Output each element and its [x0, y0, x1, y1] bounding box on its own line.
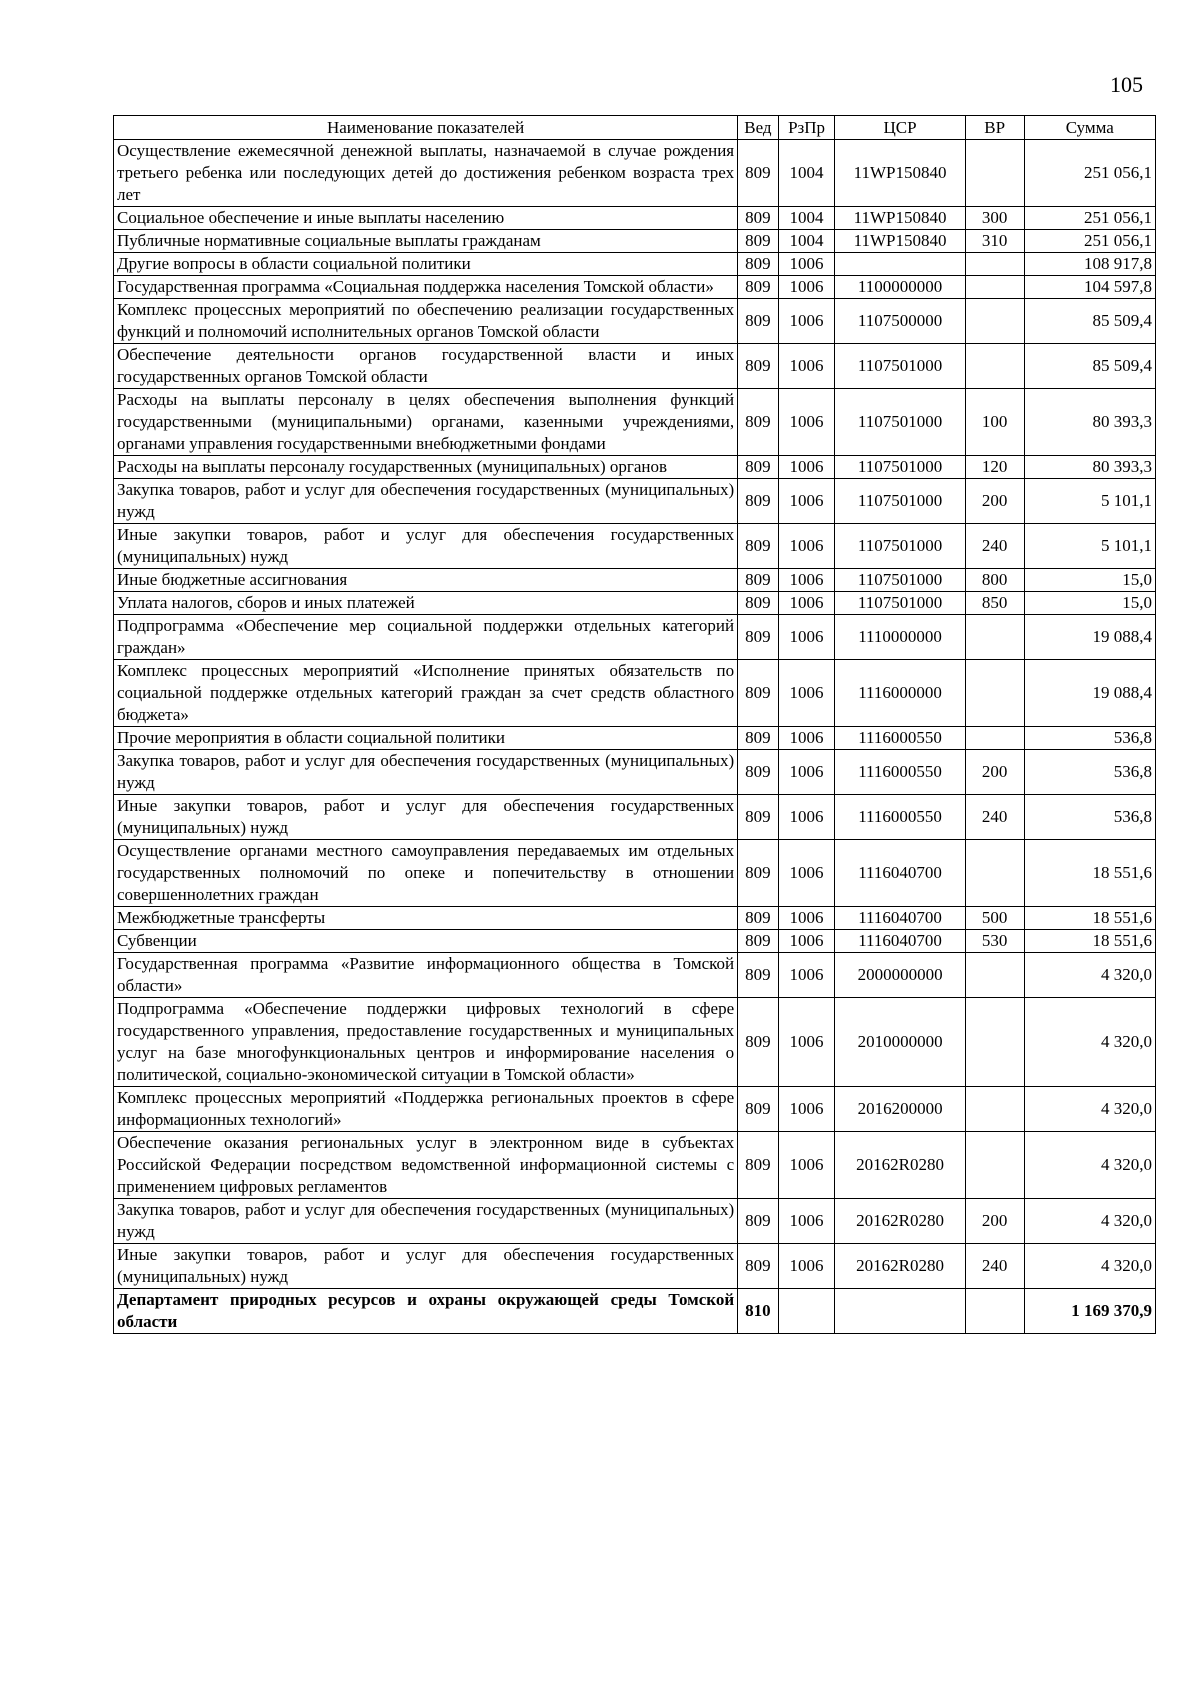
cell-ved: 809	[738, 1132, 779, 1199]
cell-vr	[965, 344, 1024, 389]
cell-vr: 120	[965, 456, 1024, 479]
cell-sum: 18 551,6	[1024, 907, 1155, 930]
cell-name: Комплекс процессных мероприятий «Поддержка региональных проектов в сфере информационных технологий»	[114, 1087, 738, 1132]
cell-rzpr: 1006	[778, 524, 835, 569]
cell-csr: 1107501000	[835, 479, 965, 524]
cell-sum: 15,0	[1024, 569, 1155, 592]
cell-rzpr: 1006	[778, 750, 835, 795]
table-row	[114, 727, 1156, 750]
cell-vr: 240	[965, 795, 1024, 840]
cell-sum: 4 320,0	[1024, 1132, 1155, 1199]
cell-ved: 809	[738, 456, 779, 479]
cell-rzpr: 1006	[778, 389, 835, 456]
cell-csr: 2010000000	[835, 998, 965, 1087]
cell-csr: 1107501000	[835, 569, 965, 592]
cell-name: Комплекс процессных мероприятий по обеспечению реализации государственных функций и полномочий исполнительных органов Томской области	[114, 299, 738, 344]
cell-ved: 809	[738, 207, 779, 230]
cell-vr	[965, 1087, 1024, 1132]
table-header-row	[114, 116, 1156, 140]
cell-name: Расходы на выплаты персоналу государственных (муниципальных) органов	[114, 456, 738, 479]
cell-sum: 5 101,1	[1024, 479, 1155, 524]
cell-vr	[965, 953, 1024, 998]
table-row	[114, 1087, 1156, 1132]
cell-rzpr: 1006	[778, 907, 835, 930]
table-row	[114, 479, 1156, 524]
cell-csr: 1107501000	[835, 456, 965, 479]
cell-sum: 15,0	[1024, 592, 1155, 615]
cell-name: Осуществление ежемесячной денежной выплаты, назначаемой в случае рождения третьего ребенка или последующих детей до достижения ребенком возраста трех лет	[114, 140, 738, 207]
cell-vr: 240	[965, 1244, 1024, 1289]
cell-vr	[965, 299, 1024, 344]
cell-ved: 809	[738, 1199, 779, 1244]
cell-ved: 809	[738, 276, 779, 299]
table-row	[114, 230, 1156, 253]
cell-csr: 1107501000	[835, 389, 965, 456]
cell-ved: 809	[738, 569, 779, 592]
cell-rzpr: 1006	[778, 569, 835, 592]
cell-name: Публичные нормативные социальные выплаты гражданам	[114, 230, 738, 253]
cell-rzpr: 1006	[778, 953, 835, 998]
table-row	[114, 140, 1156, 207]
cell-vr: 300	[965, 207, 1024, 230]
cell-vr	[965, 727, 1024, 750]
cell-csr: 1116040700	[835, 840, 965, 907]
cell-name: Департамент природных ресурсов и охраны окружающей среды Томской области	[114, 1289, 738, 1334]
table-row	[114, 456, 1156, 479]
table-row	[114, 1199, 1156, 1244]
cell-csr: 11WP150840	[835, 207, 965, 230]
cell-csr: 20162R0280	[835, 1244, 965, 1289]
table-row	[114, 592, 1156, 615]
cell-sum: 251 056,1	[1024, 207, 1155, 230]
table-row	[114, 389, 1156, 456]
cell-rzpr: 1006	[778, 660, 835, 727]
cell-sum: 536,8	[1024, 795, 1155, 840]
cell-ved: 809	[738, 930, 779, 953]
table-body	[114, 140, 1156, 1334]
cell-ved: 809	[738, 592, 779, 615]
cell-sum: 536,8	[1024, 750, 1155, 795]
cell-sum: 4 320,0	[1024, 953, 1155, 998]
table-row	[114, 276, 1156, 299]
cell-ved: 809	[738, 727, 779, 750]
cell-name: Уплата налогов, сборов и иных платежей	[114, 592, 738, 615]
cell-rzpr: 1006	[778, 930, 835, 953]
cell-ved: 809	[738, 344, 779, 389]
cell-sum: 4 320,0	[1024, 1087, 1155, 1132]
cell-csr: 20162R0280	[835, 1199, 965, 1244]
cell-sum: 4 320,0	[1024, 1244, 1155, 1289]
cell-vr: 200	[965, 479, 1024, 524]
cell-ved: 809	[738, 907, 779, 930]
cell-ved: 809	[738, 998, 779, 1087]
cell-ved: 809	[738, 253, 779, 276]
cell-ved: 809	[738, 840, 779, 907]
cell-rzpr: 1006	[778, 456, 835, 479]
cell-name: Расходы на выплаты персоналу в целях обеспечения выполнения функций государственными (муниципальными) органами, казенными учреждениями, органами управления государственными внебюджетными фондами	[114, 389, 738, 456]
cell-ved: 809	[738, 615, 779, 660]
cell-vr	[965, 253, 1024, 276]
cell-vr	[965, 1132, 1024, 1199]
cell-vr	[965, 1289, 1024, 1334]
table-row	[114, 1289, 1156, 1334]
cell-vr	[965, 276, 1024, 299]
cell-name: Обеспечение деятельности органов государственной власти и иных государственных органов Томской области	[114, 344, 738, 389]
cell-vr	[965, 660, 1024, 727]
cell-rzpr: 1006	[778, 840, 835, 907]
cell-name: Социальное обеспечение и иные выплаты населению	[114, 207, 738, 230]
table-row	[114, 569, 1156, 592]
cell-sum: 85 509,4	[1024, 299, 1155, 344]
header-sum: Сумма	[1024, 116, 1155, 140]
cell-ved: 809	[738, 1087, 779, 1132]
cell-rzpr: 1006	[778, 1199, 835, 1244]
cell-rzpr: 1006	[778, 795, 835, 840]
cell-sum: 80 393,3	[1024, 389, 1155, 456]
cell-csr: 11WP150840	[835, 140, 965, 207]
cell-csr: 20162R0280	[835, 1132, 965, 1199]
budget-table	[113, 115, 1156, 1334]
cell-rzpr: 1004	[778, 230, 835, 253]
table-row	[114, 253, 1156, 276]
cell-rzpr: 1006	[778, 592, 835, 615]
cell-csr: 1116000550	[835, 727, 965, 750]
cell-ved: 809	[738, 524, 779, 569]
table-row	[114, 660, 1156, 727]
table-row	[114, 840, 1156, 907]
cell-csr: 1116000000	[835, 660, 965, 727]
cell-sum: 251 056,1	[1024, 230, 1155, 253]
header-vr: ВР	[965, 116, 1024, 140]
cell-rzpr: 1006	[778, 253, 835, 276]
header-csr: ЦСР	[835, 116, 965, 140]
table-row	[114, 750, 1156, 795]
cell-name: Субвенции	[114, 930, 738, 953]
cell-rzpr: 1006	[778, 479, 835, 524]
table-row	[114, 615, 1156, 660]
cell-ved: 809	[738, 230, 779, 253]
cell-csr: 1116000550	[835, 795, 965, 840]
cell-sum: 18 551,6	[1024, 930, 1155, 953]
cell-vr: 500	[965, 907, 1024, 930]
cell-rzpr: 1006	[778, 615, 835, 660]
cell-csr	[835, 1289, 965, 1334]
cell-csr: 1110000000	[835, 615, 965, 660]
cell-csr: 1107501000	[835, 524, 965, 569]
table-row	[114, 953, 1156, 998]
cell-ved: 809	[738, 140, 779, 207]
cell-vr: 800	[965, 569, 1024, 592]
header-rzpr: РзПр	[778, 116, 835, 140]
cell-name: Государственная программа «Социальная поддержка населения Томской области»	[114, 276, 738, 299]
table-row	[114, 930, 1156, 953]
cell-name: Прочие мероприятия в области социальной политики	[114, 727, 738, 750]
cell-vr	[965, 140, 1024, 207]
cell-csr: 1107500000	[835, 299, 965, 344]
cell-ved: 809	[738, 299, 779, 344]
cell-csr: 1116040700	[835, 930, 965, 953]
cell-name: Другие вопросы в области социальной политики	[114, 253, 738, 276]
table-row	[114, 998, 1156, 1087]
table-row	[114, 907, 1156, 930]
cell-sum: 4 320,0	[1024, 998, 1155, 1087]
cell-name: Закупка товаров, работ и услуг для обеспечения государственных (муниципальных) нужд	[114, 479, 738, 524]
cell-sum: 4 320,0	[1024, 1199, 1155, 1244]
cell-name: Закупка товаров, работ и услуг для обеспечения государственных (муниципальных) нужд	[114, 750, 738, 795]
cell-vr: 530	[965, 930, 1024, 953]
cell-ved: 809	[738, 479, 779, 524]
cell-name: Комплекс процессных мероприятий «Исполнение принятых обязательств по социальной поддержке отдельных категорий граждан за счет средств областного бюджета»	[114, 660, 738, 727]
cell-sum: 80 393,3	[1024, 456, 1155, 479]
cell-csr: 11WP150840	[835, 230, 965, 253]
cell-name: Государственная программа «Развитие информационного общества в Томской области»	[114, 953, 738, 998]
cell-name: Иные бюджетные ассигнования	[114, 569, 738, 592]
cell-sum: 85 509,4	[1024, 344, 1155, 389]
header-name: Наименование показателей	[114, 116, 738, 140]
cell-rzpr: 1006	[778, 1244, 835, 1289]
cell-name: Подпрограмма «Обеспечение поддержки цифровых технологий в сфере государственного управления, предоставление государственных и муниципальных услуг на базе многофункциональных центров и информирование населения о политической, социально-экономической ситуации в Томской области»	[114, 998, 738, 1087]
cell-name: Иные закупки товаров, работ и услуг для обеспечения государственных (муниципальных) нужд	[114, 1244, 738, 1289]
cell-sum: 108 917,8	[1024, 253, 1155, 276]
cell-rzpr: 1004	[778, 207, 835, 230]
cell-sum: 104 597,8	[1024, 276, 1155, 299]
cell-sum: 19 088,4	[1024, 615, 1155, 660]
cell-vr	[965, 998, 1024, 1087]
cell-ved: 809	[738, 750, 779, 795]
cell-name: Иные закупки товаров, работ и услуг для обеспечения государственных (муниципальных) нужд	[114, 524, 738, 569]
table-row	[114, 207, 1156, 230]
cell-name: Обеспечение оказания региональных услуг в электронном виде в субъектах Российской Федерации посредством ведомственной информационной системы с применением цифровых регламентов	[114, 1132, 738, 1199]
table-row	[114, 344, 1156, 389]
table-row	[114, 1132, 1156, 1199]
cell-vr: 200	[965, 750, 1024, 795]
cell-name: Осуществление органами местного самоуправления передаваемых им отдельных государственных полномочий по опеке и попечительству в отношении совершеннолетних граждан	[114, 840, 738, 907]
cell-rzpr: 1006	[778, 1132, 835, 1199]
cell-rzpr: 1006	[778, 344, 835, 389]
cell-vr: 200	[965, 1199, 1024, 1244]
cell-sum: 251 056,1	[1024, 140, 1155, 207]
cell-ved: 809	[738, 795, 779, 840]
cell-csr: 1107501000	[835, 592, 965, 615]
cell-rzpr: 1006	[778, 727, 835, 750]
cell-name: Подпрограмма «Обеспечение мер социальной поддержки отдельных категорий граждан»	[114, 615, 738, 660]
header-ved: Вед	[738, 116, 779, 140]
cell-vr: 240	[965, 524, 1024, 569]
cell-vr	[965, 840, 1024, 907]
cell-ved: 809	[738, 1244, 779, 1289]
table-row	[114, 299, 1156, 344]
cell-sum: 5 101,1	[1024, 524, 1155, 569]
cell-name: Иные закупки товаров, работ и услуг для обеспечения государственных (муниципальных) нужд	[114, 795, 738, 840]
table-row	[114, 1244, 1156, 1289]
cell-csr: 1107501000	[835, 344, 965, 389]
cell-csr: 2000000000	[835, 953, 965, 998]
cell-ved: 809	[738, 660, 779, 727]
cell-vr: 850	[965, 592, 1024, 615]
cell-csr: 1100000000	[835, 276, 965, 299]
cell-csr: 1116040700	[835, 907, 965, 930]
cell-vr: 100	[965, 389, 1024, 456]
table-row	[114, 795, 1156, 840]
cell-rzpr: 1004	[778, 140, 835, 207]
cell-csr: 1116000550	[835, 750, 965, 795]
cell-sum: 19 088,4	[1024, 660, 1155, 727]
cell-rzpr: 1006	[778, 276, 835, 299]
cell-rzpr: 1006	[778, 998, 835, 1087]
cell-csr: 2016200000	[835, 1087, 965, 1132]
cell-vr: 310	[965, 230, 1024, 253]
cell-ved: 809	[738, 953, 779, 998]
cell-rzpr	[778, 1289, 835, 1334]
cell-sum: 18 551,6	[1024, 840, 1155, 907]
page-number: 105	[1110, 72, 1143, 97]
cell-ved: 809	[738, 389, 779, 456]
cell-vr	[965, 615, 1024, 660]
cell-rzpr: 1006	[778, 1087, 835, 1132]
cell-sum: 1 169 370,9	[1024, 1289, 1155, 1334]
cell-sum: 536,8	[1024, 727, 1155, 750]
cell-ved: 810	[738, 1289, 779, 1334]
cell-csr	[835, 253, 965, 276]
table-row	[114, 524, 1156, 569]
cell-name: Межбюджетные трансферты	[114, 907, 738, 930]
cell-name: Закупка товаров, работ и услуг для обеспечения государственных (муниципальных) нужд	[114, 1199, 738, 1244]
cell-rzpr: 1006	[778, 299, 835, 344]
